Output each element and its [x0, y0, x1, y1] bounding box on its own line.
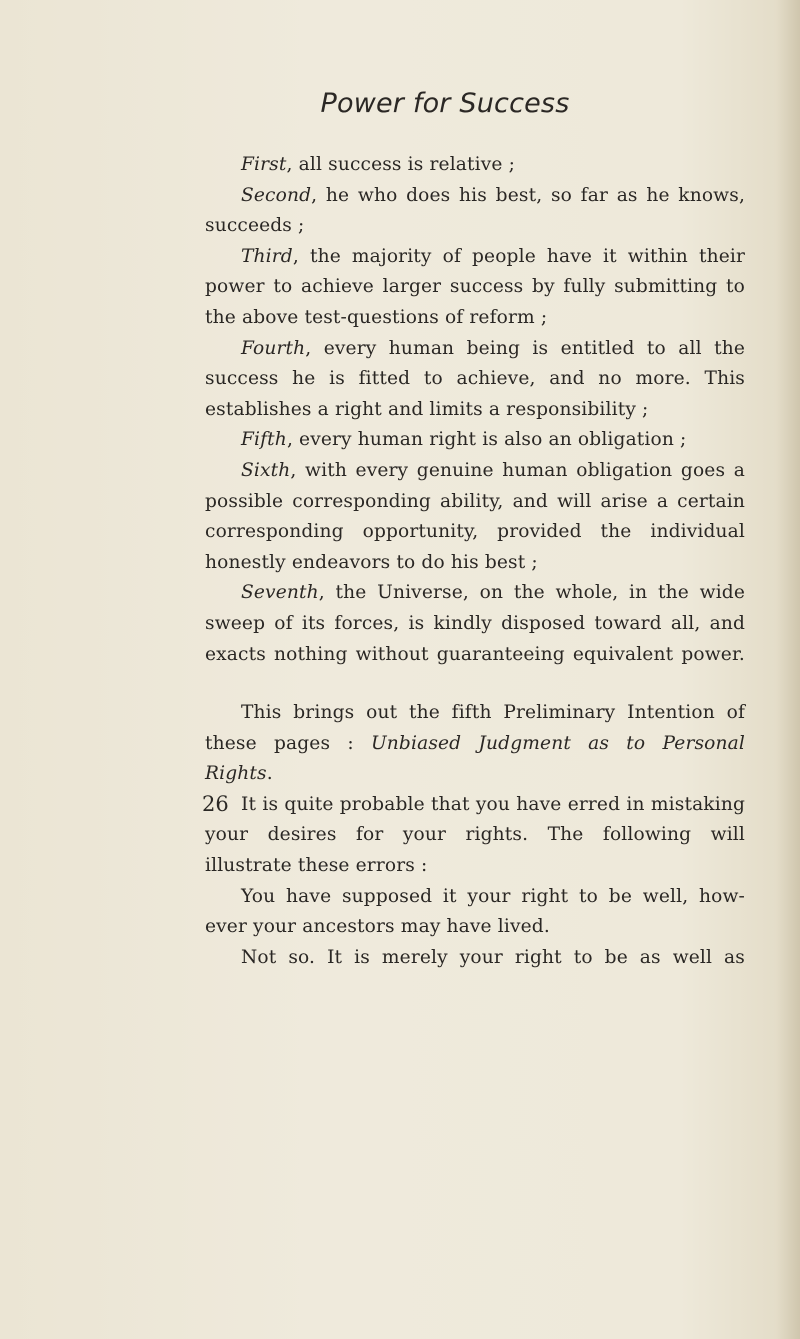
- line-text: honestly endeavors to do his best ;: [205, 551, 538, 573]
- text-line: [205, 548, 745, 579]
- line-text: power to achieve larger success by fully submitting to: [205, 276, 745, 298]
- line-text: It is quite probable that you have erred in mistaking: [241, 793, 745, 815]
- line-text: corresponding opportunity, provided the individual: [205, 521, 745, 543]
- italic-heading: First: [241, 154, 287, 175]
- line-text: , with every genuine human obligation goes a: [290, 459, 745, 481]
- text-line: [205, 242, 745, 273]
- text-line: [205, 364, 745, 395]
- italic-heading: Sixth: [241, 459, 291, 481]
- italic-heading: Third: [241, 245, 293, 267]
- line-text: succeeds ;: [205, 215, 305, 237]
- italic-heading: Fourth: [241, 337, 306, 359]
- text-line: [205, 334, 745, 365]
- italic-heading: Second: [241, 184, 312, 206]
- line-text: the above test-questions of reform ;: [205, 306, 548, 328]
- body-text: [205, 150, 745, 973]
- line-text: these pages :: [205, 732, 371, 754]
- text-line: [205, 272, 745, 303]
- text-line: [205, 456, 745, 487]
- line-text: .: [266, 763, 273, 785]
- text-line: [205, 882, 745, 913]
- text-line: [205, 395, 745, 426]
- line-text: your desires for your rights. The following will: [205, 824, 745, 846]
- line-text: exacts nothing without guaranteeing equivalent power.: [205, 643, 745, 665]
- text-line: [205, 211, 745, 242]
- line-text: , he who does his best, so far as he knows,: [311, 184, 745, 206]
- line-text: , every human being is entitled to all the: [305, 337, 745, 359]
- line-text: possible corresponding ability, and will arise a certain: [205, 490, 745, 512]
- line-text: sweep of its forces, is kindly disposed toward all, and: [205, 612, 745, 634]
- text-line: [205, 790, 745, 821]
- text-line: [205, 609, 745, 640]
- line-text: , the majority of people have it within their: [292, 245, 745, 267]
- italic-heading: Fifth: [241, 429, 287, 451]
- line-text: ever your ancestors may have lived.: [205, 916, 550, 938]
- text-line: [205, 425, 745, 456]
- text-line: [205, 181, 745, 212]
- italic-heading: Rights: [205, 763, 267, 785]
- line-text: illustrate these errors :: [205, 855, 428, 877]
- running-head: Power for Success: [320, 88, 570, 119]
- text-line: [205, 487, 745, 518]
- line-text: This brings out the fifth Preliminary Intention of: [241, 702, 745, 724]
- text-line: [205, 729, 745, 760]
- text-line: [205, 517, 745, 548]
- text-line: [205, 912, 745, 943]
- italic-phrase: Unbiased Judgment as to Personal: [370, 732, 745, 754]
- line-text: You have supposed it your right to be well, how-: [241, 885, 745, 907]
- text-line: [205, 303, 745, 334]
- line-text: Not so. It is merely your right to be as well as: [241, 946, 745, 968]
- page-number: 26: [202, 792, 229, 816]
- line-text: establishes a right and limits a responsibility ;: [205, 398, 649, 420]
- text-line: [205, 820, 745, 851]
- text-line: [205, 698, 745, 729]
- line-text: success he is fitted to achieve, and no more. This: [205, 368, 745, 390]
- line-text: , the Universe, on the whole, in the wide: [318, 582, 745, 604]
- line-text: , all success is relative ;: [286, 154, 516, 175]
- italic-heading: Seventh: [241, 582, 319, 604]
- text-line: [205, 578, 745, 609]
- text-line: [205, 759, 745, 790]
- line-text: , every human right is also an obligation ;: [286, 429, 687, 451]
- text-line: [205, 150, 745, 181]
- text-line: [205, 851, 745, 882]
- text-line: [205, 943, 745, 974]
- text-line: [205, 640, 745, 671]
